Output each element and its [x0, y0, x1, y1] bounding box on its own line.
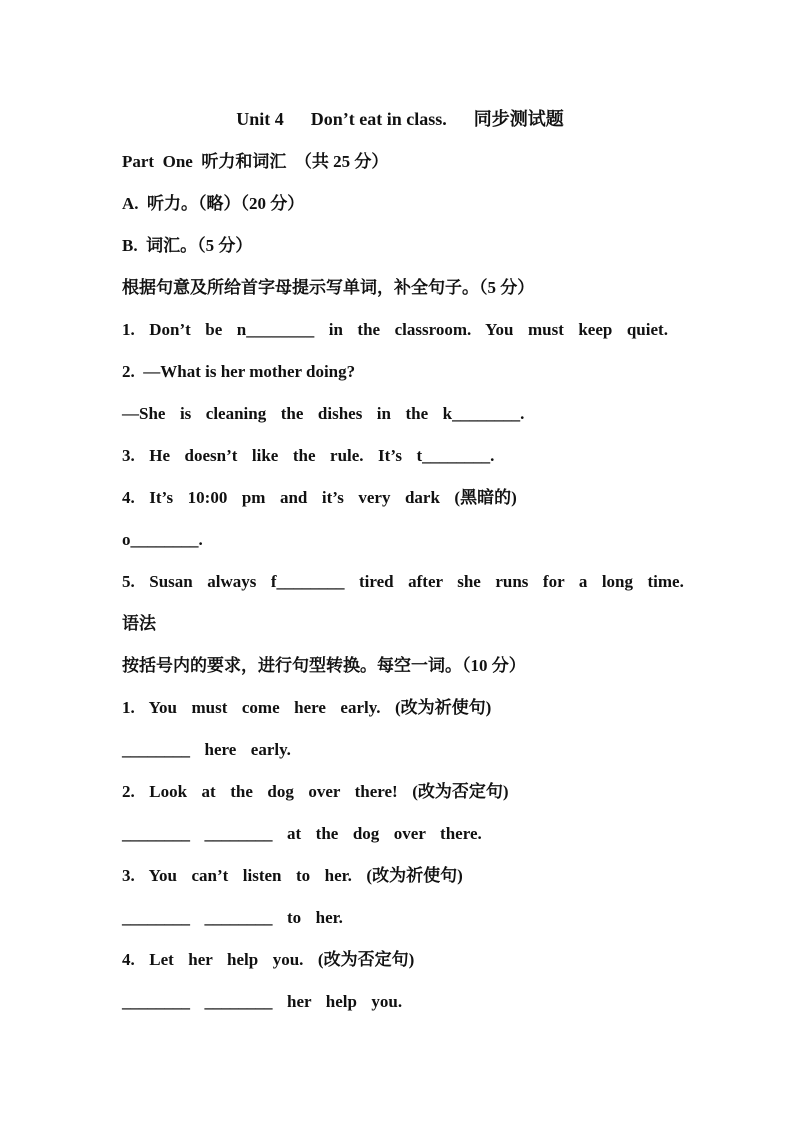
grammar-answer-3: ________ ________ to her.	[122, 908, 343, 927]
grammar-question-4: 4. Let her help you. (改为否定句)	[122, 950, 415, 969]
vocab-question-3: 3. He doesn’t like the rule. It’s t________.	[122, 446, 495, 465]
grammar-answer-4: ________ ________ her help you.	[122, 992, 403, 1011]
vocab-question-2-answer: —She is cleaning the dishes in the k________.	[122, 404, 525, 423]
part-one-heading: Part One 听力和词汇 （共 25 分）	[122, 152, 389, 171]
section-a-listening: A. 听力。（略）（20 分）	[122, 194, 305, 213]
grammar-heading: 语法	[122, 614, 156, 633]
grammar-answer-1: ________ here early.	[122, 740, 291, 759]
grammar-instructions: 按括号内的要求，进行句型转换。每空一词。（10 分）	[122, 656, 526, 675]
vocab-question-4: 4. It’s 10:00 pm and it’s very dark (黑暗的)	[122, 488, 517, 507]
vocab-question-1: 1. Don’t be n________ in the classroom. You must keep quiet.	[122, 320, 668, 339]
vocab-question-4-continued: o________.	[122, 530, 203, 549]
grammar-answer-2: ________ ________ at the dog over there.	[122, 824, 482, 843]
section-b-vocabulary: B. 词汇。（5 分）	[122, 236, 253, 255]
vocabulary-instructions: 根据句意及所给首字母提示写单词，补全句子。（5 分）	[122, 278, 535, 297]
grammar-question-1: 1. You must come here early. (改为祈使句)	[122, 698, 492, 717]
vocab-question-5: 5. Susan always f________ tired after she runs for a long time.	[122, 572, 684, 591]
document-title: Unit 4 Don’t eat in class. 同步测试题	[236, 109, 564, 129]
vocab-question-2: 2. —What is her mother doing?	[122, 362, 356, 381]
grammar-question-2: 2. Look at the dog over there! (改为否定句)	[122, 782, 509, 801]
grammar-question-3: 3. You can’t listen to her. (改为祈使句)	[122, 866, 463, 885]
